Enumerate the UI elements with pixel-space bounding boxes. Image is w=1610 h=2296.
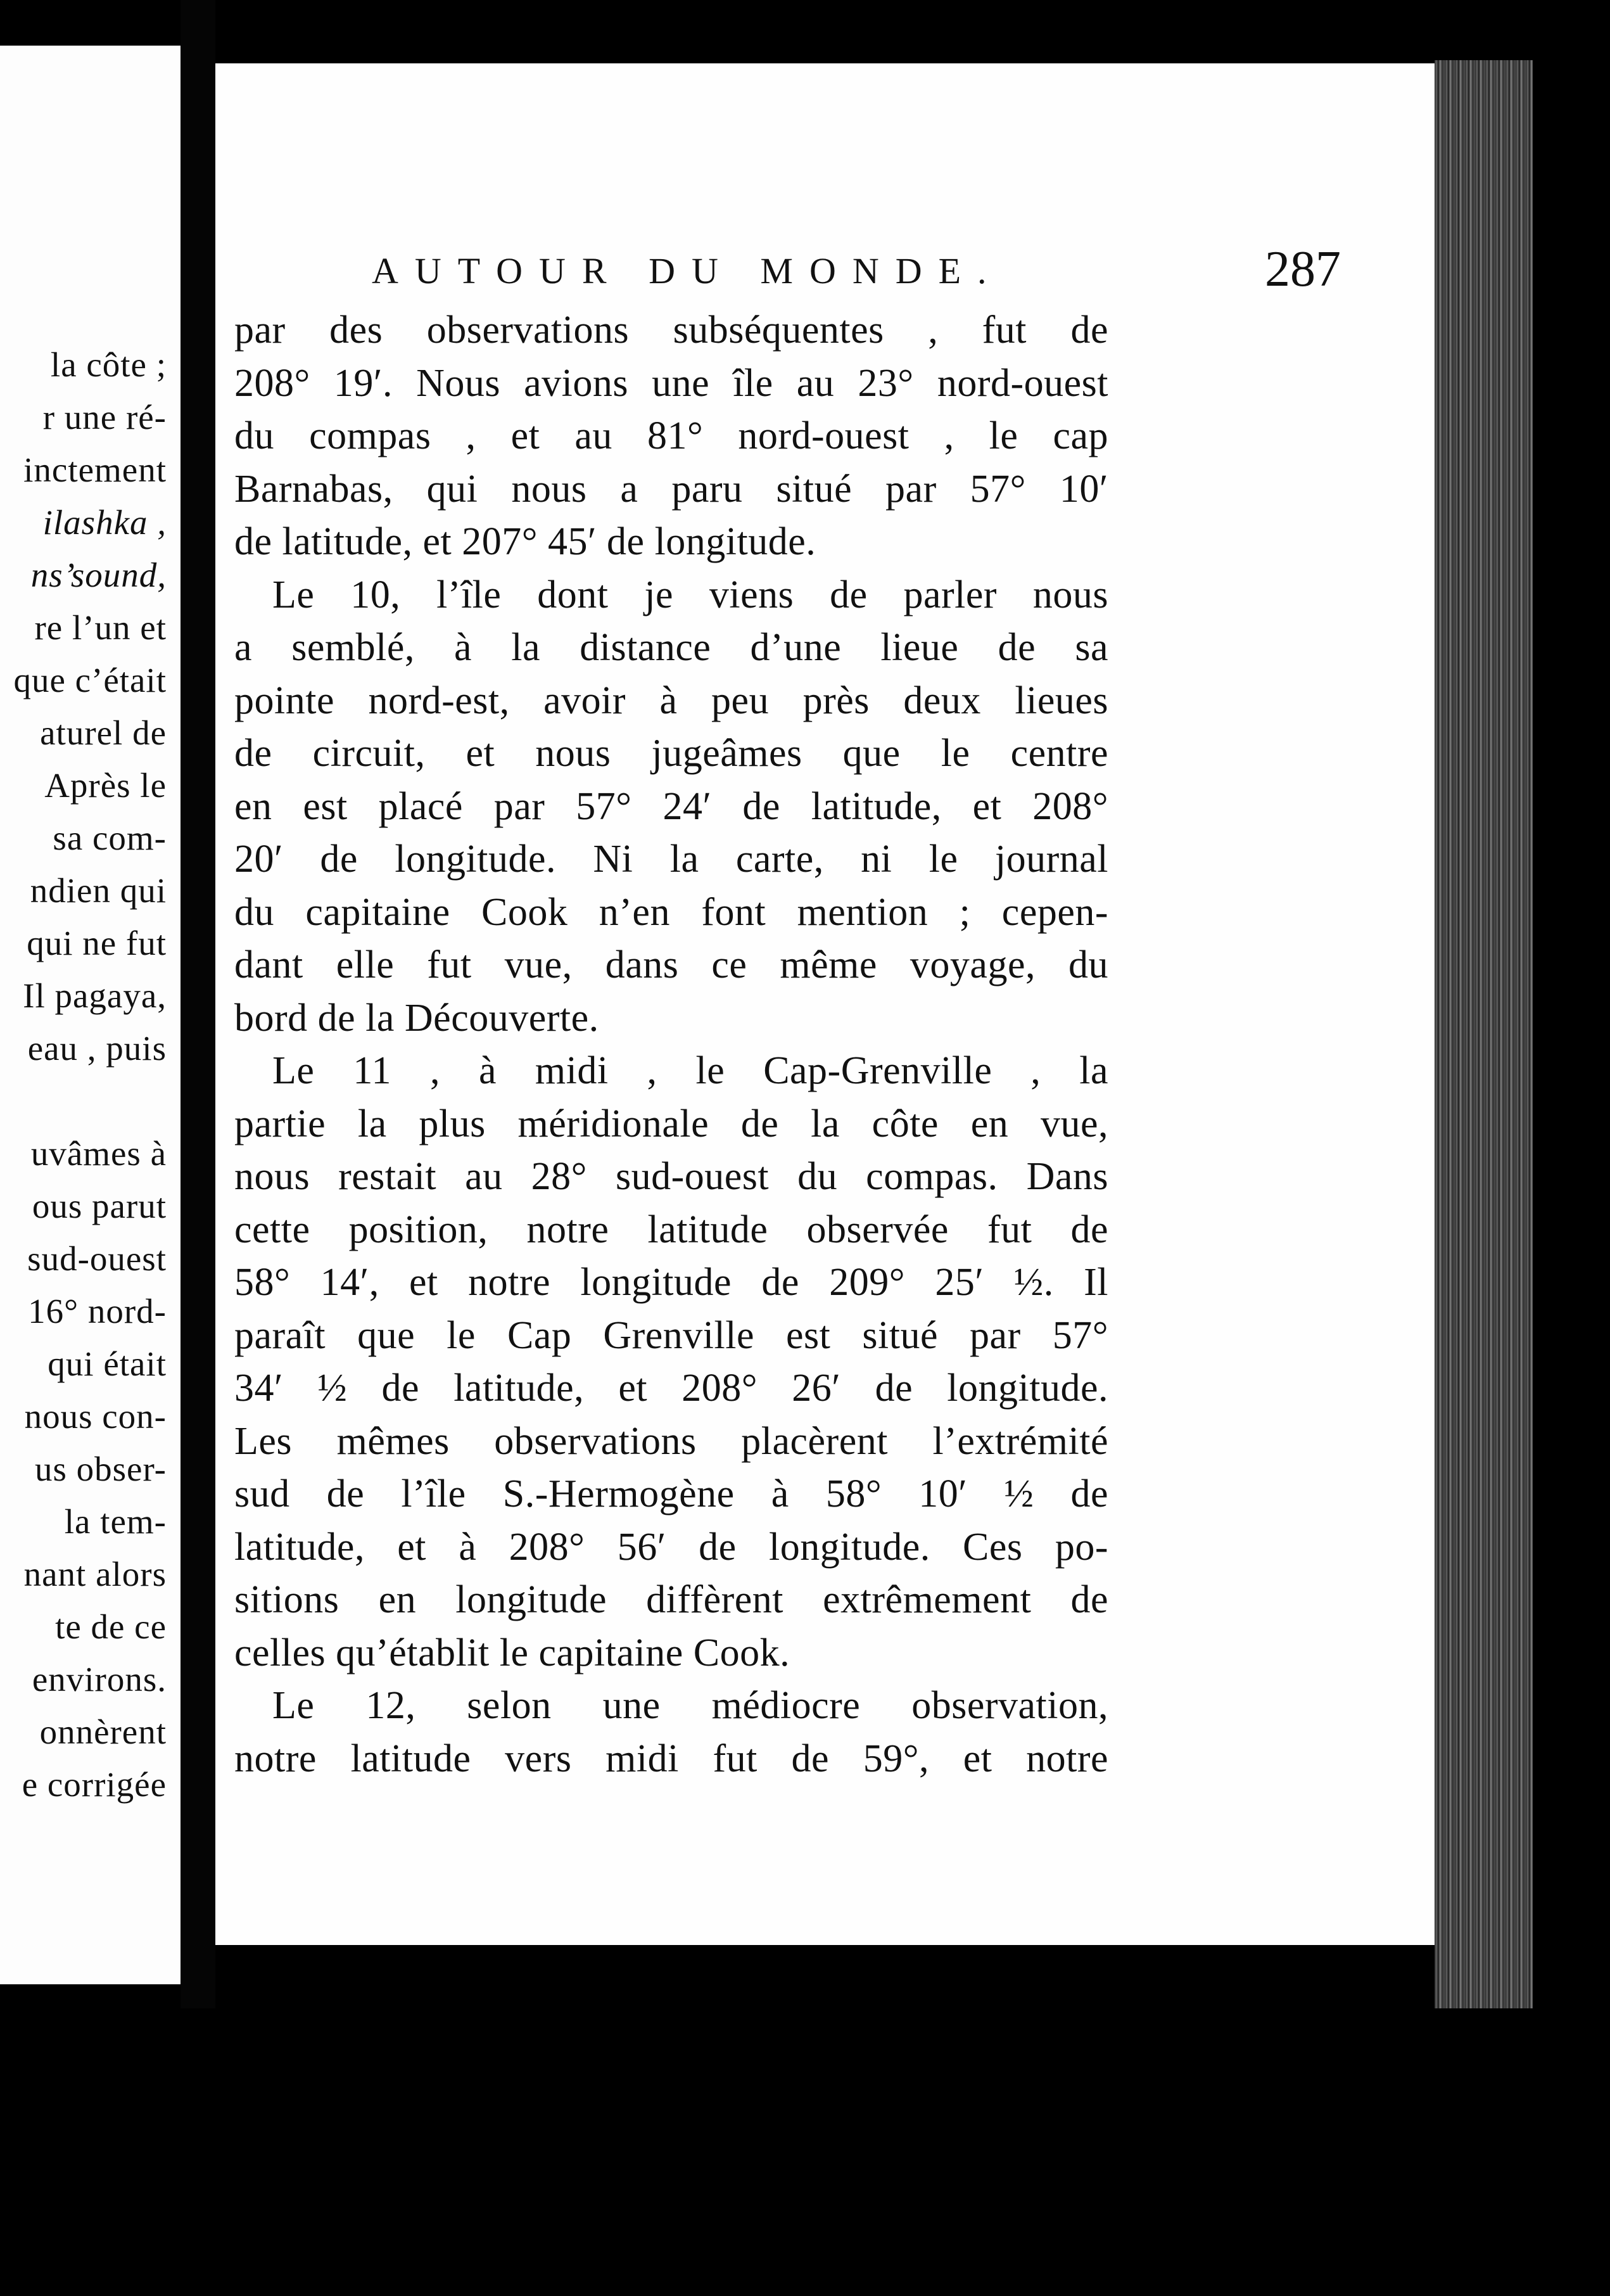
book-gutter [181,0,215,2296]
body-text [234,304,1108,1785]
text-line: en est placé par 57° 24′ de latitude, et 208° [234,784,1108,828]
text-line: partie la plus méridionale de la côte en vue, [234,1102,1108,1145]
left-line-gap [13,1075,167,1127]
left-line: nant alors [23,1555,167,1593]
left-line: qui était [48,1344,167,1383]
text-line: a semblé, à la distance d’une lieue de sa [234,626,1108,669]
left-line: onnèrent [39,1712,167,1751]
text-line: du compas , et au 81° nord-ouest , le cap [234,414,1108,457]
text-line: du capitaine Cook n’en font mention ; cepen- [234,890,1108,934]
left-line: nous con- [24,1397,167,1436]
text-line: celles qu’établit le capitaine Cook. [234,1631,790,1674]
text-line: 208° 19′. Nous avions une île au 23° nord-ouest [234,361,1108,405]
left-line: la côte ; [50,345,167,384]
text-line: Les mêmes observations placèrent l’extrémité [234,1419,1108,1463]
text-line: par des observations subséquentes , fut de [234,309,1108,352]
text-line: nous restait au 28° sud-ouest du compas. Dans [234,1155,1108,1198]
text-line: sitions en longitude diffèrent extrêmement de [234,1578,1108,1621]
left-page-text [13,338,167,1811]
left-line: environs. [32,1660,167,1699]
left-facing-page [0,46,181,1984]
main-page [215,63,1435,1945]
left-line: e corrigée [22,1765,167,1804]
text-line: 34′ ½ de latitude, et 208° 26′ de longitude. [234,1367,1108,1410]
left-line: ilashka , [42,503,167,542]
text-line: cette position, notre latitude observée fut de [234,1208,1108,1251]
left-line: ns’sound, [30,556,167,594]
text-line: paraît que le Cap Grenville est situé par 57° [234,1313,1108,1357]
left-line: re l’un et [34,608,167,647]
text-line: de latitude, et 207° 45′ de longitude. [234,520,816,563]
page-number: 287 [1265,241,1341,297]
left-line: Il pagaya, [23,976,167,1015]
left-line: sud-ouest [27,1239,167,1278]
left-line: ous parut [32,1187,167,1225]
text-line: Le 12, selon une médiocre observation, [272,1684,1108,1727]
running-head [372,236,1341,312]
left-line: us obser- [35,1450,167,1488]
running-head-title: AUTOUR DU MONDE. [372,250,1003,291]
text-line: notre latitude vers midi fut de 59°, et notre [234,1737,1108,1780]
left-line: que c’était [13,661,167,699]
left-line: la tem- [64,1502,167,1541]
text-line: de circuit, et nous jugeâmes que le centre [234,732,1108,775]
left-line: ndien qui [30,871,167,910]
text-line: Barnabas, qui nous a paru situé par 57° 10′ [234,467,1108,511]
text-line: Le 11 , à midi , le Cap-Grenville , la [272,1049,1108,1092]
text-line: dant elle fut vue, dans ce même voyage, du [234,943,1108,986]
left-line: sa com- [53,819,167,857]
left-line: r une ré- [42,398,167,437]
left-line: Après le [44,766,167,805]
text-line: latitude, et à 208° 56′ de longitude. Ces po- [234,1525,1108,1569]
text-line: 20′ de longitude. Ni la carte, ni le journal [234,838,1108,881]
text-line: bord de la Découverte. [234,996,599,1040]
left-line: 16° nord- [28,1292,167,1330]
scan-border-bottom [0,2008,1610,2296]
left-line: uvâmes à [30,1134,167,1173]
left-line: qui ne fut [27,924,167,962]
scan-border-right [1533,0,1610,2296]
left-line: inctement [23,450,167,489]
text-line: sud de l’île S.-Hermogène à 58° 10′ ½ de [234,1472,1108,1515]
text-line: pointe nord-est, avoir à peu près deux lieues [234,679,1108,722]
left-line: aturel de [40,713,167,752]
left-line: eau , puis [27,1029,167,1068]
text-line: Le 10, l’île dont je viens de parler nous [272,573,1108,616]
left-line: te de ce [55,1607,167,1646]
text-line: 58° 14′, et notre longitude de 209° 25′ ½. Il [234,1261,1108,1304]
